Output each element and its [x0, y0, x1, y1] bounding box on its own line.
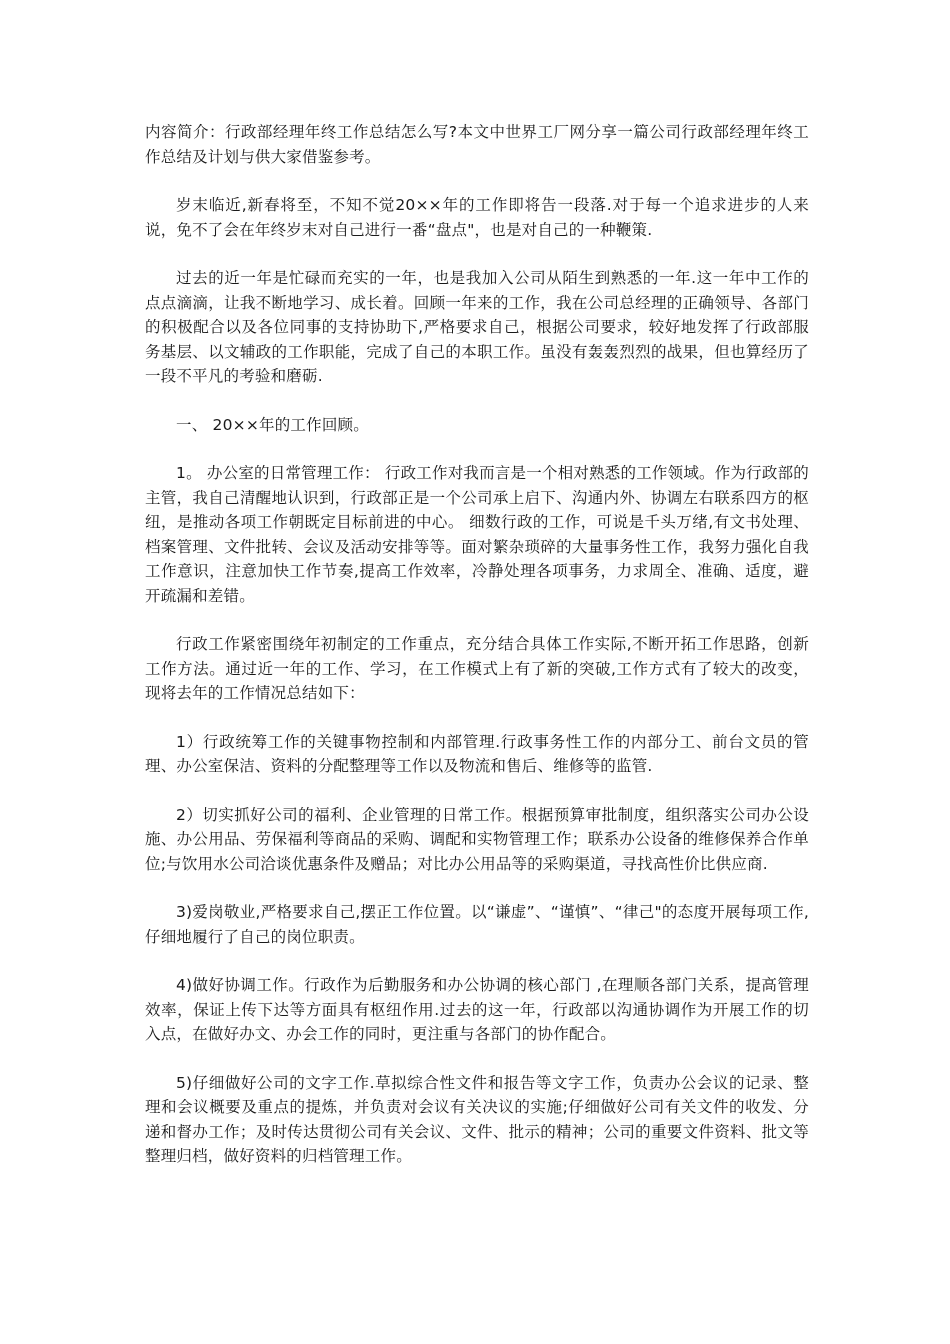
body-paragraph-work-focus: 行政工作紧密围绕年初制定的工作重点，充分结合具体工作实际,不断开拓工作思路，创新工作方法。通过近一年的工作、学习，在工作模式上有了新的突破,工作方式有了较大的改变，现将去年的工作情况总结如下：	[145, 635, 809, 702]
intro-summary-paragraph: 内容简介：行政部经理年终工作总结怎么写?本文中世界工厂网分享一篇公司行政部经理年终工作总结及计划与供大家借鉴参考。	[145, 123, 809, 166]
list-item-2: 2）切实抓好公司的福利、企业管理的日常工作。根据预算审批制度，组织落实公司办公设施、办公用品、劳保福利等商品的采购、调配和实物管理工作；联系办公设备的维修保养合作单位;与饮用水公司洽谈优惠条件及赠品；对比办公用品等的采购渠道，寻找高性价比供应商.	[145, 805, 809, 873]
document-page	[145, 120, 809, 1193]
section-heading-work-review: 一、 20××年的工作回顾。	[176, 415, 369, 434]
list-item-4: 4)做好协调工作。行政作为后勤服务和办公协调的核心部门 ,在理顺各部门关系，提高管理效率，保证上传下达等方面具有枢纽作用.过去的这一年，行政部以沟通协调作为开展工作的切入点，在做好办文、办会工作的同时，更注重与各部门的协作配合。	[145, 976, 809, 1043]
body-paragraph-office-management: 1。 办公室的日常管理工作： 行政工作对我而言是一个相对熟悉的工作领域。作为行政部的主管，我自己清醒地认识到，行政部正是一个公司承上启下、沟通内外、协调左右联系四方的枢纽，是推动各项工作朝既定目标前进的中心。 细数行政的工作，可说是千头万绪,有文书处理、档案管理、文件批转、会议及活动安排等等。面对繁杂琐碎的大量事务性工作，我努力强化自我工作意识，注意加快工作节奏,提高工作效率，冷静处理各项事务，力求周全、准确、适度，避开疏漏和差错。	[145, 464, 809, 605]
list-item-3: 3)爱岗敬业,严格要求自己,摆正工作位置。以“谦虚”、“谨慎”、“律己"的态度开展每项工作,仔细地履行了自己的岗位职责。	[145, 903, 809, 946]
body-paragraph-review: 过去的近一年是忙碌而充实的一年，也是我加入公司从陌生到熟悉的一年.这一年中工作的点点滴滴，让我不断地学习、成长着。回顾一年来的工作，我在公司总经理的正确领导、各部门的积极配合以及各位同事的支持协助下,严格要求自己，根据公司要求，较好地发挥了行政部服务基层、以文辅政的工作职能，完成了自己的本职工作。虽没有轰轰烈烈的战果，但也算经历了一段不平凡的考验和磨砺.	[145, 269, 809, 385]
list-item-5: 5)仔细做好公司的文字工作.草拟综合性文件和报告等文字工作，负责办公会议的记录、整理和会议概要及重点的提炼，并负责对会议有关决议的实施;仔细做好公司有关文件的收发、分递和督办工作；及时传达贯彻公司有关会议、文件、批示的精神；公司的重要文件资料、批文等整理归档，做好资料的归档管理工作。	[145, 1073, 809, 1165]
body-paragraph-year-end: 岁末临近,新春将至，不知不觉20××年的工作即将告一段落.对于每一个追求进步的人来说，免不了会在年终岁末对自己进行一番“盘点"，也是对自己的一种鞭策.	[145, 196, 809, 239]
list-item-1: 1）行政统筹工作的关键事物控制和内部管理.行政事务性工作的内部分工、前台文员的管理、办公室保洁、资料的分配整理等工作以及物流和售后、维修等的监管.	[145, 732, 809, 775]
